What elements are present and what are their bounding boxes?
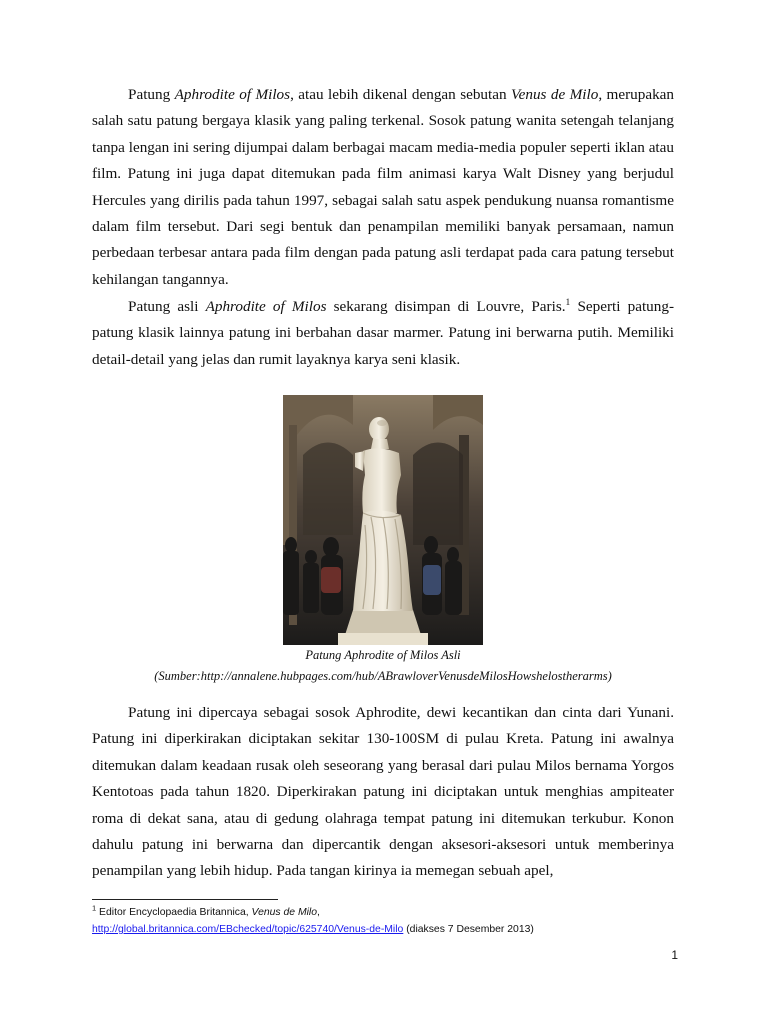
- footnote-number: 1: [92, 903, 97, 913]
- italic-statue-alias: Venus de Milo: [511, 86, 599, 103]
- paragraph-1-text: Patung: [128, 86, 175, 103]
- italic-statue-name: Aphrodite of Milos: [174, 86, 291, 103]
- figure-caption: Patung Aphrodite of Milos Asli: [305, 648, 461, 662]
- paragraph-3-text: Patung ini dipercaya sebagai sosok Aphrodite, dewi kecantikan dan cinta dari Yunani. Patung ini diperkirakan diciptakan sekitar 130-100SM di pulau Kreta. Patung ini awalnya ditemukan dalam keadaan rusak oleh seseorang yang berasal dari pulau Milos bernama Yorgos Kentotoas pada tahun 1820. Diperkirakan patung ini diciptakan untuk menghias ampiteater roma di dekat sana, atau di gedung olahraga tempat patung ini ditemukan terkubur. Konon dahulu patung ini berwarna dan dipercantik dengan aksesori-aksesori untuk memberinya penampilan yang lebih hidup. Pada tangan kirinya ia memegan sebuah apel,: [92, 704, 674, 880]
- footnote-link[interactable]: http://global.britannica.com/EBchecked/topic/625740/Venus-de-Milo: [92, 924, 404, 935]
- page-number: 1: [671, 948, 678, 962]
- footnote-title: Venus de Milo: [251, 907, 318, 918]
- footnote-separator: [92, 899, 278, 900]
- footnote-comma: ,: [317, 907, 320, 918]
- paragraph-2-text: sekarang disimpan di Louvre, Paris.: [326, 298, 566, 315]
- footnote-reference[interactable]: 1: [565, 297, 571, 308]
- footnote-author: Editor Encyclopaedia Britannica,: [96, 907, 252, 918]
- paragraph-1-text: , merupakan salah satu patung bergaya klasik yang paling terkenal. Sosok patung wanita setengah telanjang tanpa lengan ini sering dijumpai dalam berbagai macam media-media populer seperti iklan atau film. Patung ini juga dapat ditemukan pada film animasi karya Walt Disney yang berjudul Hercules yang dirilis pada tahun 1997, sebagai salah satu aspek pendukung nuansa romantisme dalam film tersebut. Dari segi bentuk dan penampilan memiliki banyak persamaan, namun perbedaan terbesar antara pada film dengan pada patung asli terdapat pada cara patung tersebut kehilangan tangannya.: [92, 86, 674, 288]
- italic-statue-name: Aphrodite of Milos: [205, 298, 327, 315]
- paragraph-1-text: , atau lebih dikenal dengan sebutan: [290, 86, 512, 103]
- figure-source: (Sumber:http://annalene.hubpages.com/hub/ABrawloverVenusdeMilosHowshelostherarms): [154, 669, 612, 683]
- paragraph-1: [92, 82, 674, 293]
- statue-photo: [283, 395, 483, 645]
- footnote-1: [92, 904, 692, 938]
- paragraph-2-text: Seperti patung-patung klasik lainnya patung ini berbahan dasar marmer. Patung ini berwarna putih. Memiliki detail-detail yang jelas dan rumit layaknya karya seni klasik.: [92, 298, 675, 368]
- paragraph-2-text: Patung asli: [128, 298, 206, 315]
- paragraph-3: [92, 700, 674, 885]
- footnote-accessed: (diakses 7 Desember 2013): [403, 924, 534, 935]
- paragraph-2: [92, 294, 674, 373]
